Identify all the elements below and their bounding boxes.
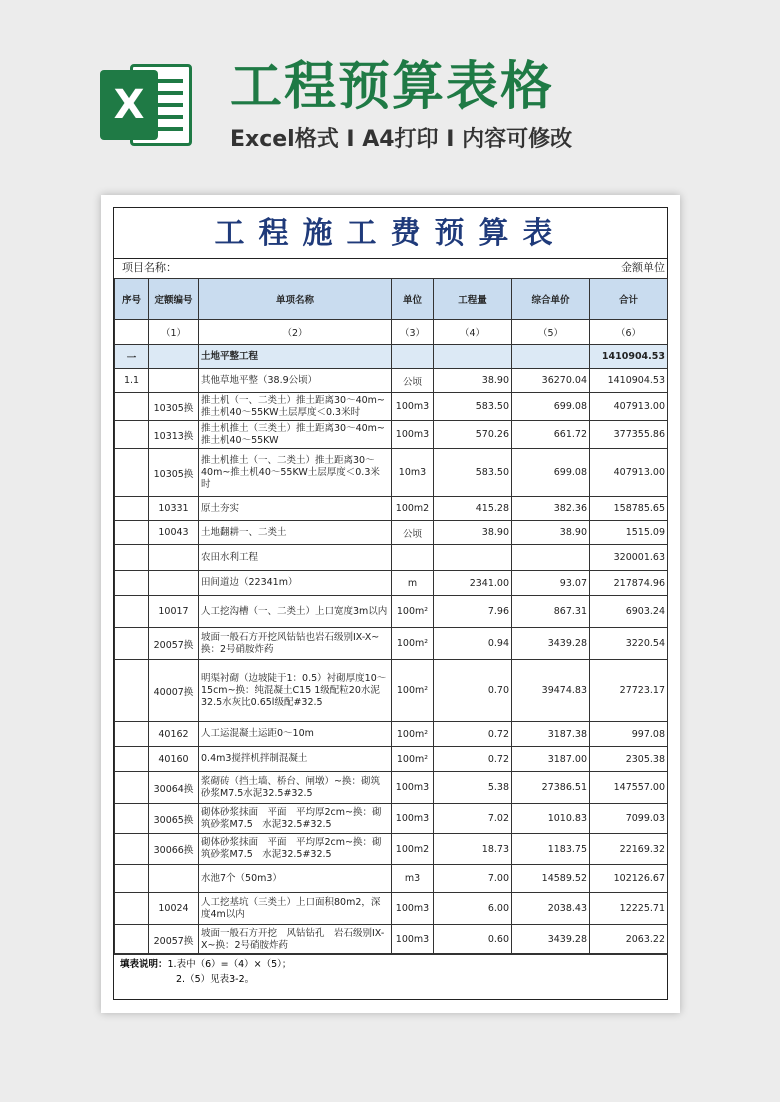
row-unit: 100m3 — [392, 925, 434, 955]
row-price: 867.31 — [512, 596, 590, 628]
row-qty: 7.00 — [434, 865, 512, 893]
banner-title: 工程预算表格 — [230, 57, 555, 117]
row-name: 0.4m3搅拌机拌制混凝土 — [199, 747, 392, 772]
row-total: 2305.38 — [590, 747, 668, 772]
row-unit: 100m3 — [392, 893, 434, 925]
header-total: 合计 — [590, 279, 668, 320]
row-name: 坡面一般石方开挖 风钻钻孔 岩石级别IX-X~换：2号硝胺炸药 — [199, 925, 392, 955]
table-row — [115, 834, 668, 865]
row-total: 12225.71 — [590, 893, 668, 925]
row-code: 40007换 — [149, 660, 199, 722]
row-qty: 0.94 — [434, 628, 512, 660]
index-cell: （4） — [434, 320, 512, 345]
document-title: 工程施工费预算表 — [114, 208, 667, 259]
row-qty: 7.96 — [434, 596, 512, 628]
row-seq — [115, 925, 149, 955]
row-name: 水池7个（50m3） — [199, 865, 392, 893]
table-row — [115, 369, 668, 393]
row-total: 997.08 — [590, 722, 668, 747]
row-price: 36270.04 — [512, 369, 590, 393]
row-price: 699.08 — [512, 449, 590, 497]
row-code: 10313换 — [149, 421, 199, 449]
row-code — [149, 571, 199, 596]
row-name: 原土夯实 — [199, 497, 392, 521]
row-code — [149, 865, 199, 893]
section-name: 土地平整工程 — [199, 345, 392, 369]
header-row — [115, 279, 668, 320]
row-unit: 公顷 — [392, 369, 434, 393]
header-qty: 工程量 — [434, 279, 512, 320]
row-seq — [115, 722, 149, 747]
excel-logo-icon — [100, 58, 196, 150]
row-code: 10043 — [149, 521, 199, 545]
table-row — [115, 925, 668, 955]
project-name-label: 项目名称： — [122, 261, 177, 274]
row-unit: 公顷 — [392, 521, 434, 545]
budget-table — [114, 278, 668, 955]
row-name: 农田水利工程 — [199, 545, 392, 571]
table-row — [115, 804, 668, 834]
row-seq — [115, 596, 149, 628]
row-qty: 5.38 — [434, 772, 512, 804]
row-unit: 100m2 — [392, 497, 434, 521]
row-total: 3220.54 — [590, 628, 668, 660]
index-cell: （5） — [512, 320, 590, 345]
row-code: 10024 — [149, 893, 199, 925]
row-price: 39474.83 — [512, 660, 590, 722]
row-code: 40162 — [149, 722, 199, 747]
row-unit: 100m3 — [392, 772, 434, 804]
row-total: 320001.63 — [590, 545, 668, 571]
row-code: 40160 — [149, 747, 199, 772]
row-qty: 2341.00 — [434, 571, 512, 596]
row-code: 20057换 — [149, 925, 199, 955]
notes — [114, 953, 667, 999]
row-seq — [115, 421, 149, 449]
row-name: 田间道边（22341m） — [199, 571, 392, 596]
table-row — [115, 545, 668, 571]
row-price: 699.08 — [512, 393, 590, 421]
row-name: 土地翻耕一、二类土 — [199, 521, 392, 545]
row-qty: 583.50 — [434, 393, 512, 421]
row-name: 人工挖沟槽（一、二类土）上口宽度3m以内 — [199, 596, 392, 628]
row-code — [149, 545, 199, 571]
row-total: 377355.86 — [590, 421, 668, 449]
row-unit: 100m3 — [392, 421, 434, 449]
notes-line-2: 2.（5）见表3-2。 — [176, 974, 255, 985]
table-row — [115, 628, 668, 660]
row-qty: 0.72 — [434, 747, 512, 772]
document-frame — [113, 207, 668, 1000]
row-total: 1515.09 — [590, 521, 668, 545]
row-total: 1410904.53 — [590, 369, 668, 393]
table-row — [115, 893, 668, 925]
row-unit: 100m² — [392, 596, 434, 628]
row-qty: 18.73 — [434, 834, 512, 865]
row-seq: 1.1 — [115, 369, 149, 393]
table-row — [115, 865, 668, 893]
row-unit: 100m3 — [392, 393, 434, 421]
header-price: 综合单价 — [512, 279, 590, 320]
row-total: 147557.00 — [590, 772, 668, 804]
logo-letter: X — [100, 70, 158, 140]
info-row — [114, 258, 667, 278]
index-cell: （2） — [199, 320, 392, 345]
row-price: 93.07 — [512, 571, 590, 596]
row-seq — [115, 893, 149, 925]
row-price: 382.36 — [512, 497, 590, 521]
row-name: 推土机推土（一、二类土）推土距离30～40m~推土机40～55KW土层厚度＜0.3米时 — [199, 449, 392, 497]
row-seq — [115, 772, 149, 804]
row-seq — [115, 865, 149, 893]
table-row — [115, 393, 668, 421]
row-code: 30066换 — [149, 834, 199, 865]
row-price: 2038.43 — [512, 893, 590, 925]
row-qty: 415.28 — [434, 497, 512, 521]
row-unit: 100m² — [392, 628, 434, 660]
banner-subtitle: Excel格式 I A4打印 I 内容可修改 — [230, 127, 573, 152]
row-qty: 7.02 — [434, 804, 512, 834]
row-seq — [115, 660, 149, 722]
row-code: 10017 — [149, 596, 199, 628]
row-price: 3187.38 — [512, 722, 590, 747]
row-price: 38.90 — [512, 521, 590, 545]
table-row — [115, 497, 668, 521]
row-name: 坡面一般石方开挖风钻钻也岩石级别IX-X~换：2号硝胺炸药 — [199, 628, 392, 660]
row-total: 7099.03 — [590, 804, 668, 834]
row-qty: 570.26 — [434, 421, 512, 449]
row-qty: 38.90 — [434, 521, 512, 545]
row-unit: 100m3 — [392, 804, 434, 834]
row-seq — [115, 545, 149, 571]
row-price: 1010.83 — [512, 804, 590, 834]
row-seq — [115, 804, 149, 834]
row-seq — [115, 393, 149, 421]
row-unit: m3 — [392, 865, 434, 893]
row-price — [512, 545, 590, 571]
row-price: 3439.28 — [512, 925, 590, 955]
row-total: 158785.65 — [590, 497, 668, 521]
row-total: 27723.17 — [590, 660, 668, 722]
row-unit — [392, 545, 434, 571]
section-row — [115, 345, 668, 369]
row-name: 推土机推土（三类土）推土距离30～40m~推土机40～55KW — [199, 421, 392, 449]
row-total: 102126.67 — [590, 865, 668, 893]
row-code: 20057换 — [149, 628, 199, 660]
row-name: 浆砌砖（挡土墙、桥台、闸墩）~换：砌筑砂浆M7.5水泥32.5#32.5 — [199, 772, 392, 804]
row-unit: 10m3 — [392, 449, 434, 497]
row-qty — [434, 545, 512, 571]
table-row — [115, 449, 668, 497]
row-unit: 100m² — [392, 660, 434, 722]
row-price: 3187.00 — [512, 747, 590, 772]
table-row — [115, 772, 668, 804]
row-seq — [115, 521, 149, 545]
row-price: 661.72 — [512, 421, 590, 449]
row-seq — [115, 628, 149, 660]
row-name: 人工挖基坑（三类土）上口面积80m2，深度4m以内 — [199, 893, 392, 925]
table-row — [115, 421, 668, 449]
table-row — [115, 660, 668, 722]
row-qty: 583.50 — [434, 449, 512, 497]
header-code: 定额编号 — [149, 279, 199, 320]
notes-label: 填表说明： — [120, 959, 168, 970]
header-unit: 单位 — [392, 279, 434, 320]
row-qty: 0.72 — [434, 722, 512, 747]
amount-unit-label: 金额单位 — [621, 261, 665, 274]
row-name: 明渠衬砌（边坡陡于1：0.5）衬砌厚度10～15cm~换：纯混凝土C15 1级配粒20水泥32.5水灰比0.65l级配#32.5 — [199, 660, 392, 722]
row-price: 3439.28 — [512, 628, 590, 660]
row-name: 人工运混凝土运距0～10m — [199, 722, 392, 747]
row-qty: 38.90 — [434, 369, 512, 393]
row-qty: 0.60 — [434, 925, 512, 955]
row-seq — [115, 449, 149, 497]
row-name: 砌体砂浆抹面 平面 平均厚2cm~换：砌筑砂浆M7.5 水泥32.5#32.5 — [199, 804, 392, 834]
row-qty: 6.00 — [434, 893, 512, 925]
document-page — [101, 195, 680, 1013]
row-code — [149, 369, 199, 393]
row-name: 推土机（一、二类土）推土距离30～40m~推土机40～55KW土层厚度＜0.3米时 — [199, 393, 392, 421]
table-row — [115, 596, 668, 628]
table-row — [115, 747, 668, 772]
row-total: 407913.00 — [590, 393, 668, 421]
row-seq — [115, 834, 149, 865]
row-total: 22169.32 — [590, 834, 668, 865]
table-row — [115, 521, 668, 545]
index-cell: （6） — [590, 320, 668, 345]
index-row — [115, 320, 668, 345]
row-price: 27386.51 — [512, 772, 590, 804]
row-price: 1183.75 — [512, 834, 590, 865]
row-code: 30065换 — [149, 804, 199, 834]
row-unit: 100m² — [392, 747, 434, 772]
table-row — [115, 722, 668, 747]
row-total: 2063.22 — [590, 925, 668, 955]
row-qty: 0.70 — [434, 660, 512, 722]
section-seq: 一 — [115, 345, 149, 369]
row-code: 10305换 — [149, 393, 199, 421]
section-total: 1410904.53 — [590, 345, 668, 369]
row-total: 407913.00 — [590, 449, 668, 497]
header-seq: 序号 — [115, 279, 149, 320]
row-seq — [115, 747, 149, 772]
row-total: 6903.24 — [590, 596, 668, 628]
row-unit: m — [392, 571, 434, 596]
row-unit: 100m² — [392, 722, 434, 747]
index-cell: （3） — [392, 320, 434, 345]
row-seq — [115, 497, 149, 521]
row-name: 其他草地平整（38.9公顷） — [199, 369, 392, 393]
index-cell: （1） — [149, 320, 199, 345]
header-name: 单项名称 — [199, 279, 392, 320]
row-code: 30064换 — [149, 772, 199, 804]
table-row — [115, 571, 668, 596]
notes-line-1: 1.表中（6）=（4）×（5）； — [167, 959, 292, 970]
row-unit: 100m2 — [392, 834, 434, 865]
row-code: 10331 — [149, 497, 199, 521]
row-name: 砌体砂浆抹面 平面 平均厚2cm~换：砌筑砂浆M7.5 水泥32.5#32.5 — [199, 834, 392, 865]
row-code: 10305换 — [149, 449, 199, 497]
row-seq — [115, 571, 149, 596]
row-total: 217874.96 — [590, 571, 668, 596]
row-price: 14589.52 — [512, 865, 590, 893]
